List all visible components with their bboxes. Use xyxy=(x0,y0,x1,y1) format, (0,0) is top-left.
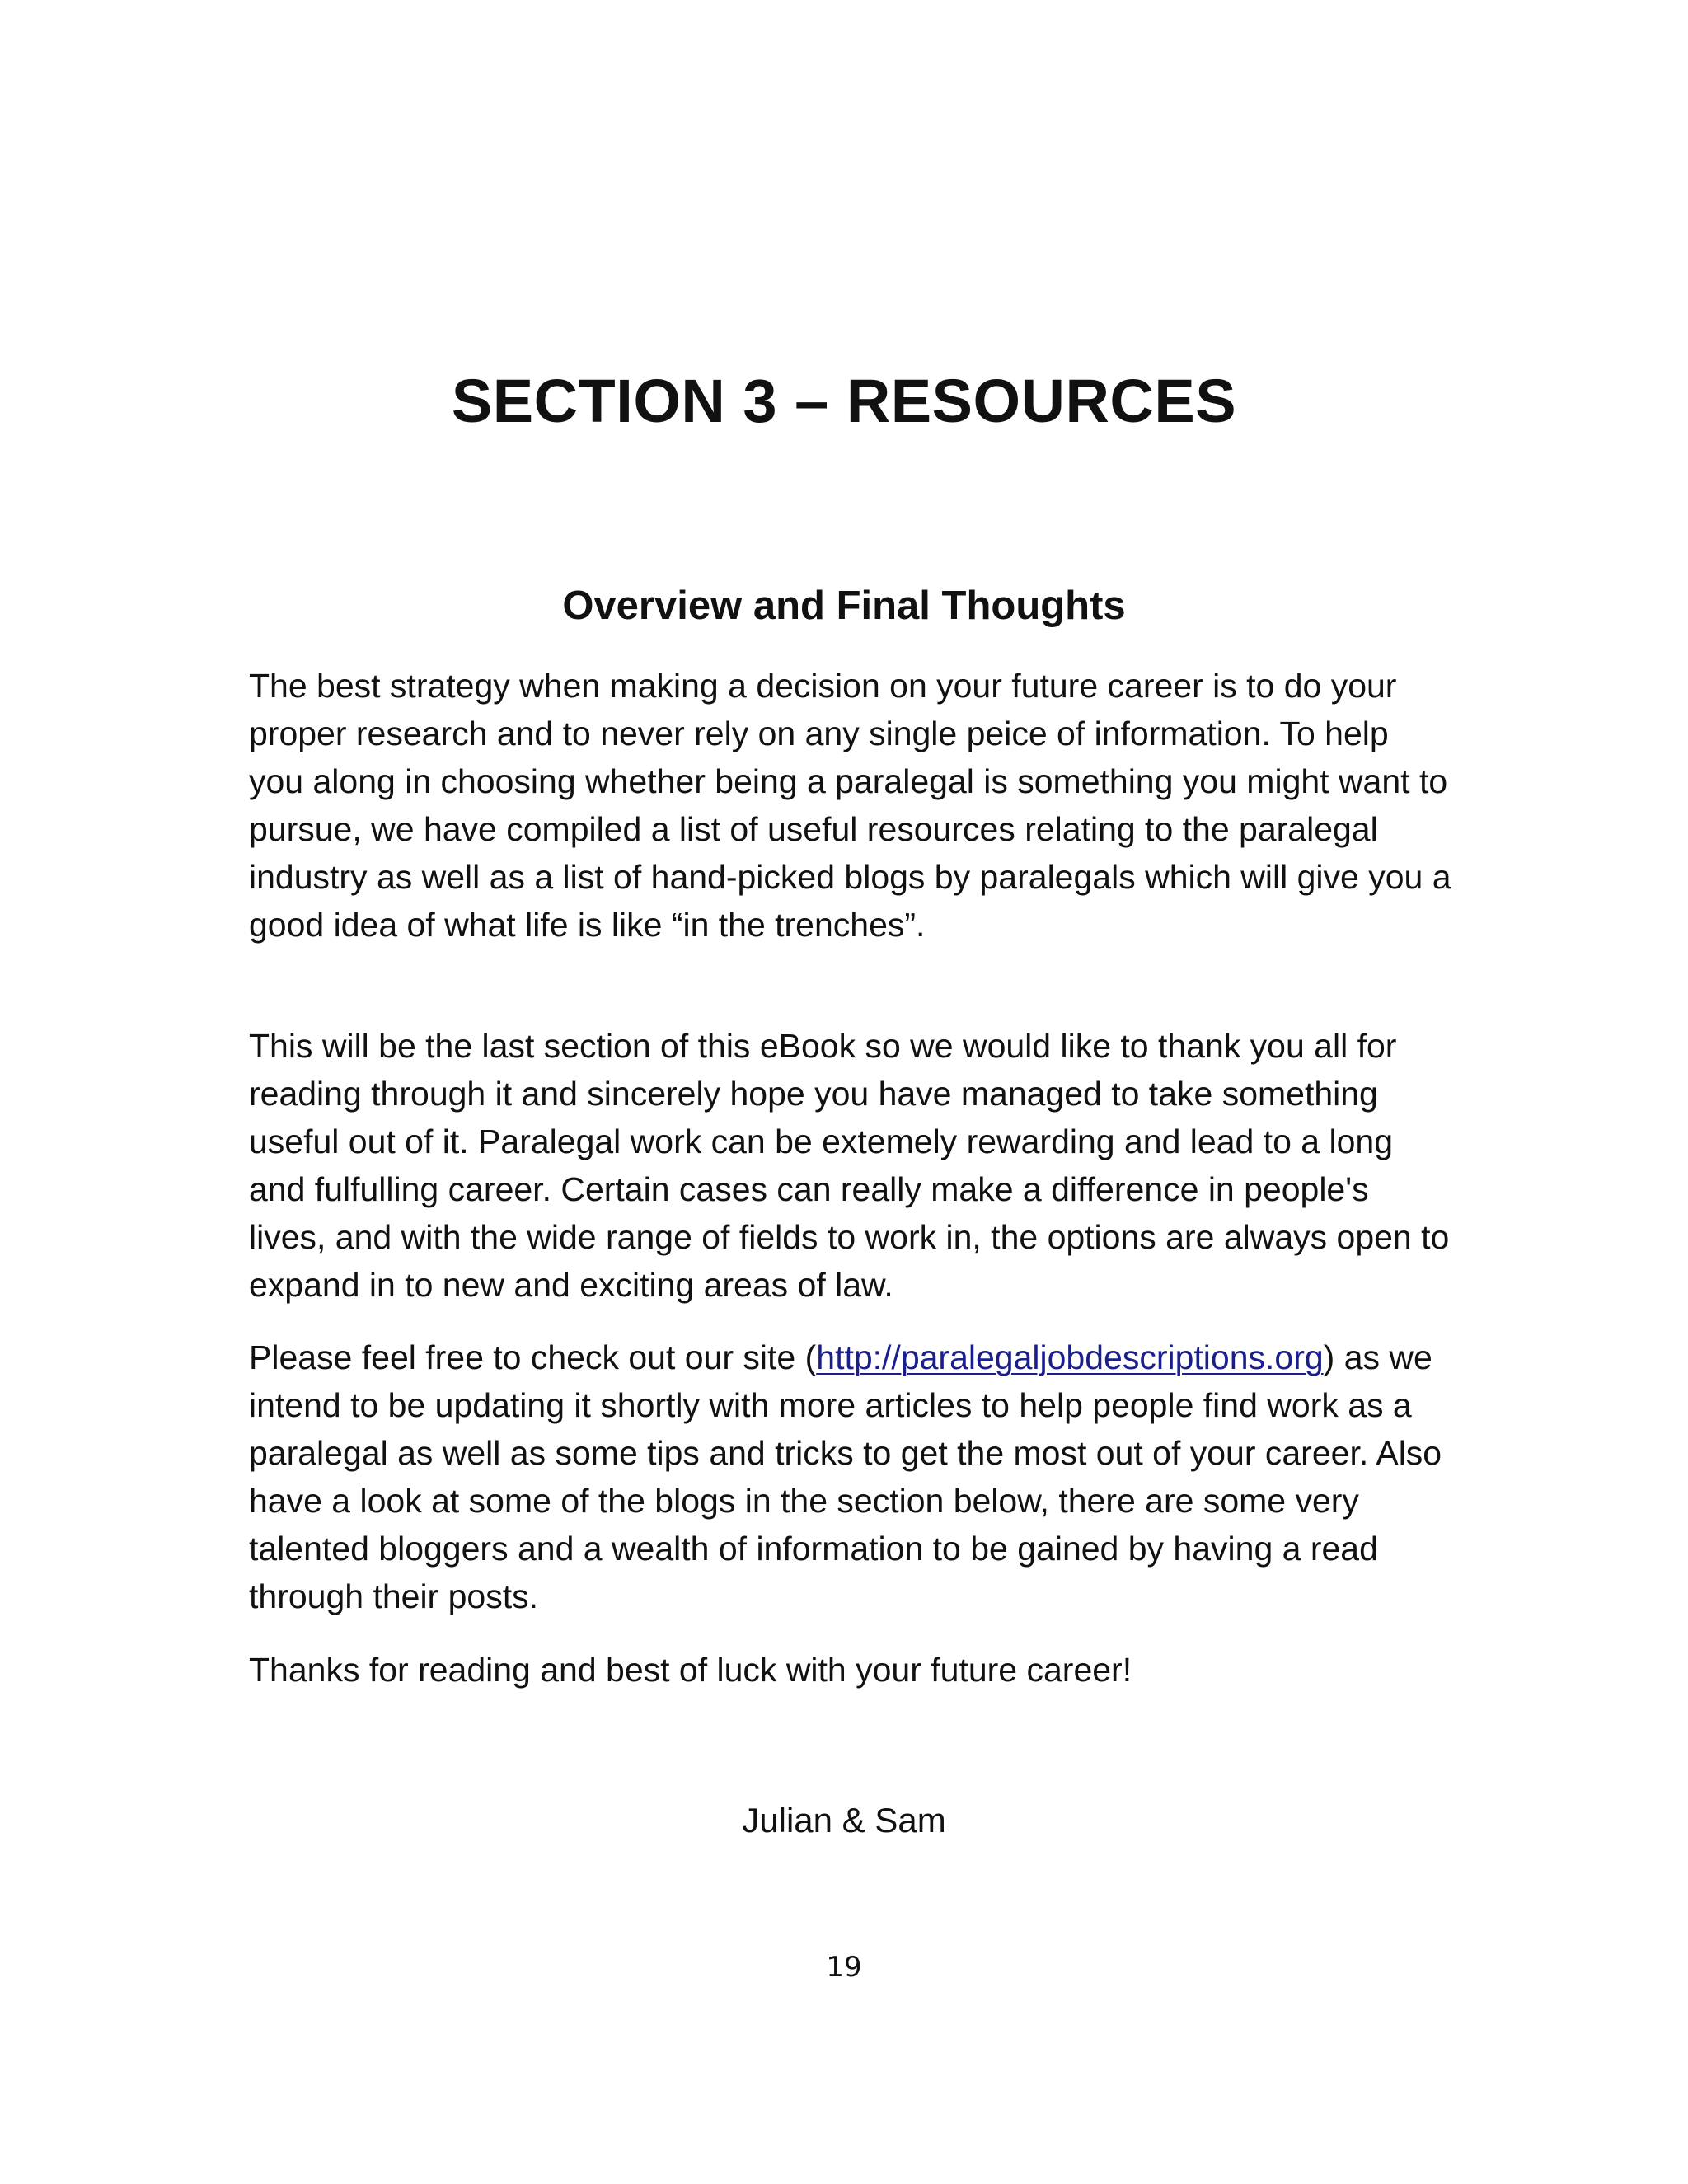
paragraph-intro: The best strategy when making a decision on your future career is to do your proper research and to never rely on any single peice of information. To help you along in choosing whether being a paralegal is something you might want to pursue, we have compiled a list of useful resources relating to the paralegal industry as well as a list of hand-picked blogs by paralegals which will give you a good idea of what life is like “in the trenches”. xyxy=(249,667,1451,944)
paragraph-site-before-link: Please feel free to check out our site ( xyxy=(249,1338,817,1376)
closing-line: Thanks for reading and best of luck with your future career! xyxy=(249,1651,1132,1689)
section-subtitle: Overview and Final Thoughts xyxy=(562,583,1126,628)
page-number: 19 xyxy=(826,1951,862,1984)
section-title: SECTION 3 – RESOURCES xyxy=(451,367,1237,435)
paragraph-site-after-link: ) as we intend to be updating it shortly with more articles to help people find work as a paralegal as well as some tips and tricks to get the most out of your career. Also have a look at some of the blogs in the section below, there are some very talented bloggers and a wealth of information to be gained by having a read through their posts. xyxy=(249,1338,1442,1615)
paragraph-thanks: This will be the last section of this eBook so we would like to thank you all for reading through it and sincerely hope you have managed to take something useful out of it. Paralegal work can be extemely rewarding and lead to a long and fulfulling career. Certain cases can really make a difference in people's lives, and with the wide range of fields to work in, the options are always open to expand in to new and exciting areas of law. xyxy=(249,1027,1450,1304)
site-link[interactable]: http://paralegaljobdescriptions.org xyxy=(816,1338,1324,1376)
paragraph-site xyxy=(249,1333,1452,1620)
signature: Julian & Sam xyxy=(742,1801,946,1840)
